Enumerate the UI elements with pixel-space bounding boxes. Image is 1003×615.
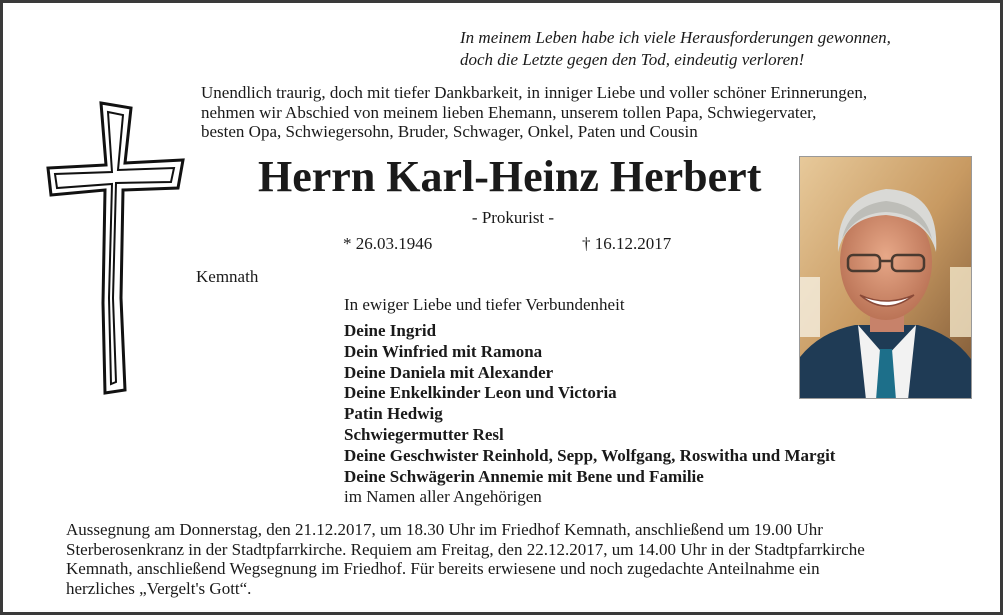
service-line: herzliches „Vergelt's Gott“. [66, 578, 252, 598]
service-details [66, 520, 966, 598]
motto-line: doch die Letzte gegen den Tod, eindeutig verloren! [460, 50, 805, 69]
service-line: Sterberosenkranz in der Stadtpfarrkirche. Requiem am Freitag, den 22.12.2017, um 14.00 Uhr in der Stadtpfarrkirche [66, 539, 865, 559]
mourners-list [344, 321, 835, 508]
death-date: † 16.12.2017 [582, 234, 672, 253]
mourner-item: Deine Daniela mit Alexander [344, 362, 554, 382]
mourner-item: Schwiegermutter Resl [344, 424, 504, 444]
place-name: Kemnath [196, 267, 259, 286]
birth-date: * 26.03.1946 [343, 234, 433, 253]
mourner-item: Deine Ingrid [344, 321, 437, 340]
occupation: - Prokurist - [471, 208, 555, 227]
cross-icon [43, 98, 188, 398]
mourner-item: Deine Schwägerin Annemie mit Bene und Familie [344, 466, 704, 486]
mourner-item: Patin Hedwig [344, 404, 443, 424]
intro-line: Unendlich traurig, doch mit tiefer Dankbarkeit, in inniger Liebe und voller schöner Erinnerungen, [201, 83, 868, 102]
love-line: In ewiger Liebe und tiefer Verbundenheit [344, 295, 625, 314]
deceased-name: Herrn Karl-Heinz Herbert [258, 152, 762, 201]
mourner-item: Dein Winfried mit Ramona [344, 341, 543, 361]
motto-quote [460, 27, 891, 71]
motto-line: In meinem Leben habe ich viele Herausforderungen gewonnen, [460, 28, 891, 47]
service-line: Aussegnung am Donnerstag, den 21.12.2017, um 18.30 Uhr im Friedhof Kemnath, anschließend um 19.00 Uhr [66, 520, 823, 539]
mourners-closing: im Namen aller Angehörigen [344, 487, 542, 507]
portrait-photo [799, 156, 972, 399]
portrait-image [800, 157, 972, 399]
intro-text [201, 83, 961, 142]
intro-line: besten Opa, Schwiegersohn, Bruder, Schwager, Onkel, Paten und Cousin [201, 122, 698, 141]
mourner-item: Deine Geschwister Reinhold, Sepp, Wolfgang, Roswitha und Margit [344, 445, 836, 465]
intro-line: nehmen wir Abschied von meinem lieben Ehemann, unserem tollen Papa, Schwiegervater, [201, 102, 817, 122]
mourner-item: Deine Enkelkinder Leon und Victoria [344, 383, 617, 403]
service-line: Kemnath, anschließend Wegsegnung im Friedhof. Für bereits erwiesene und noch zugedachte Anteilnahme ein [66, 559, 820, 578]
